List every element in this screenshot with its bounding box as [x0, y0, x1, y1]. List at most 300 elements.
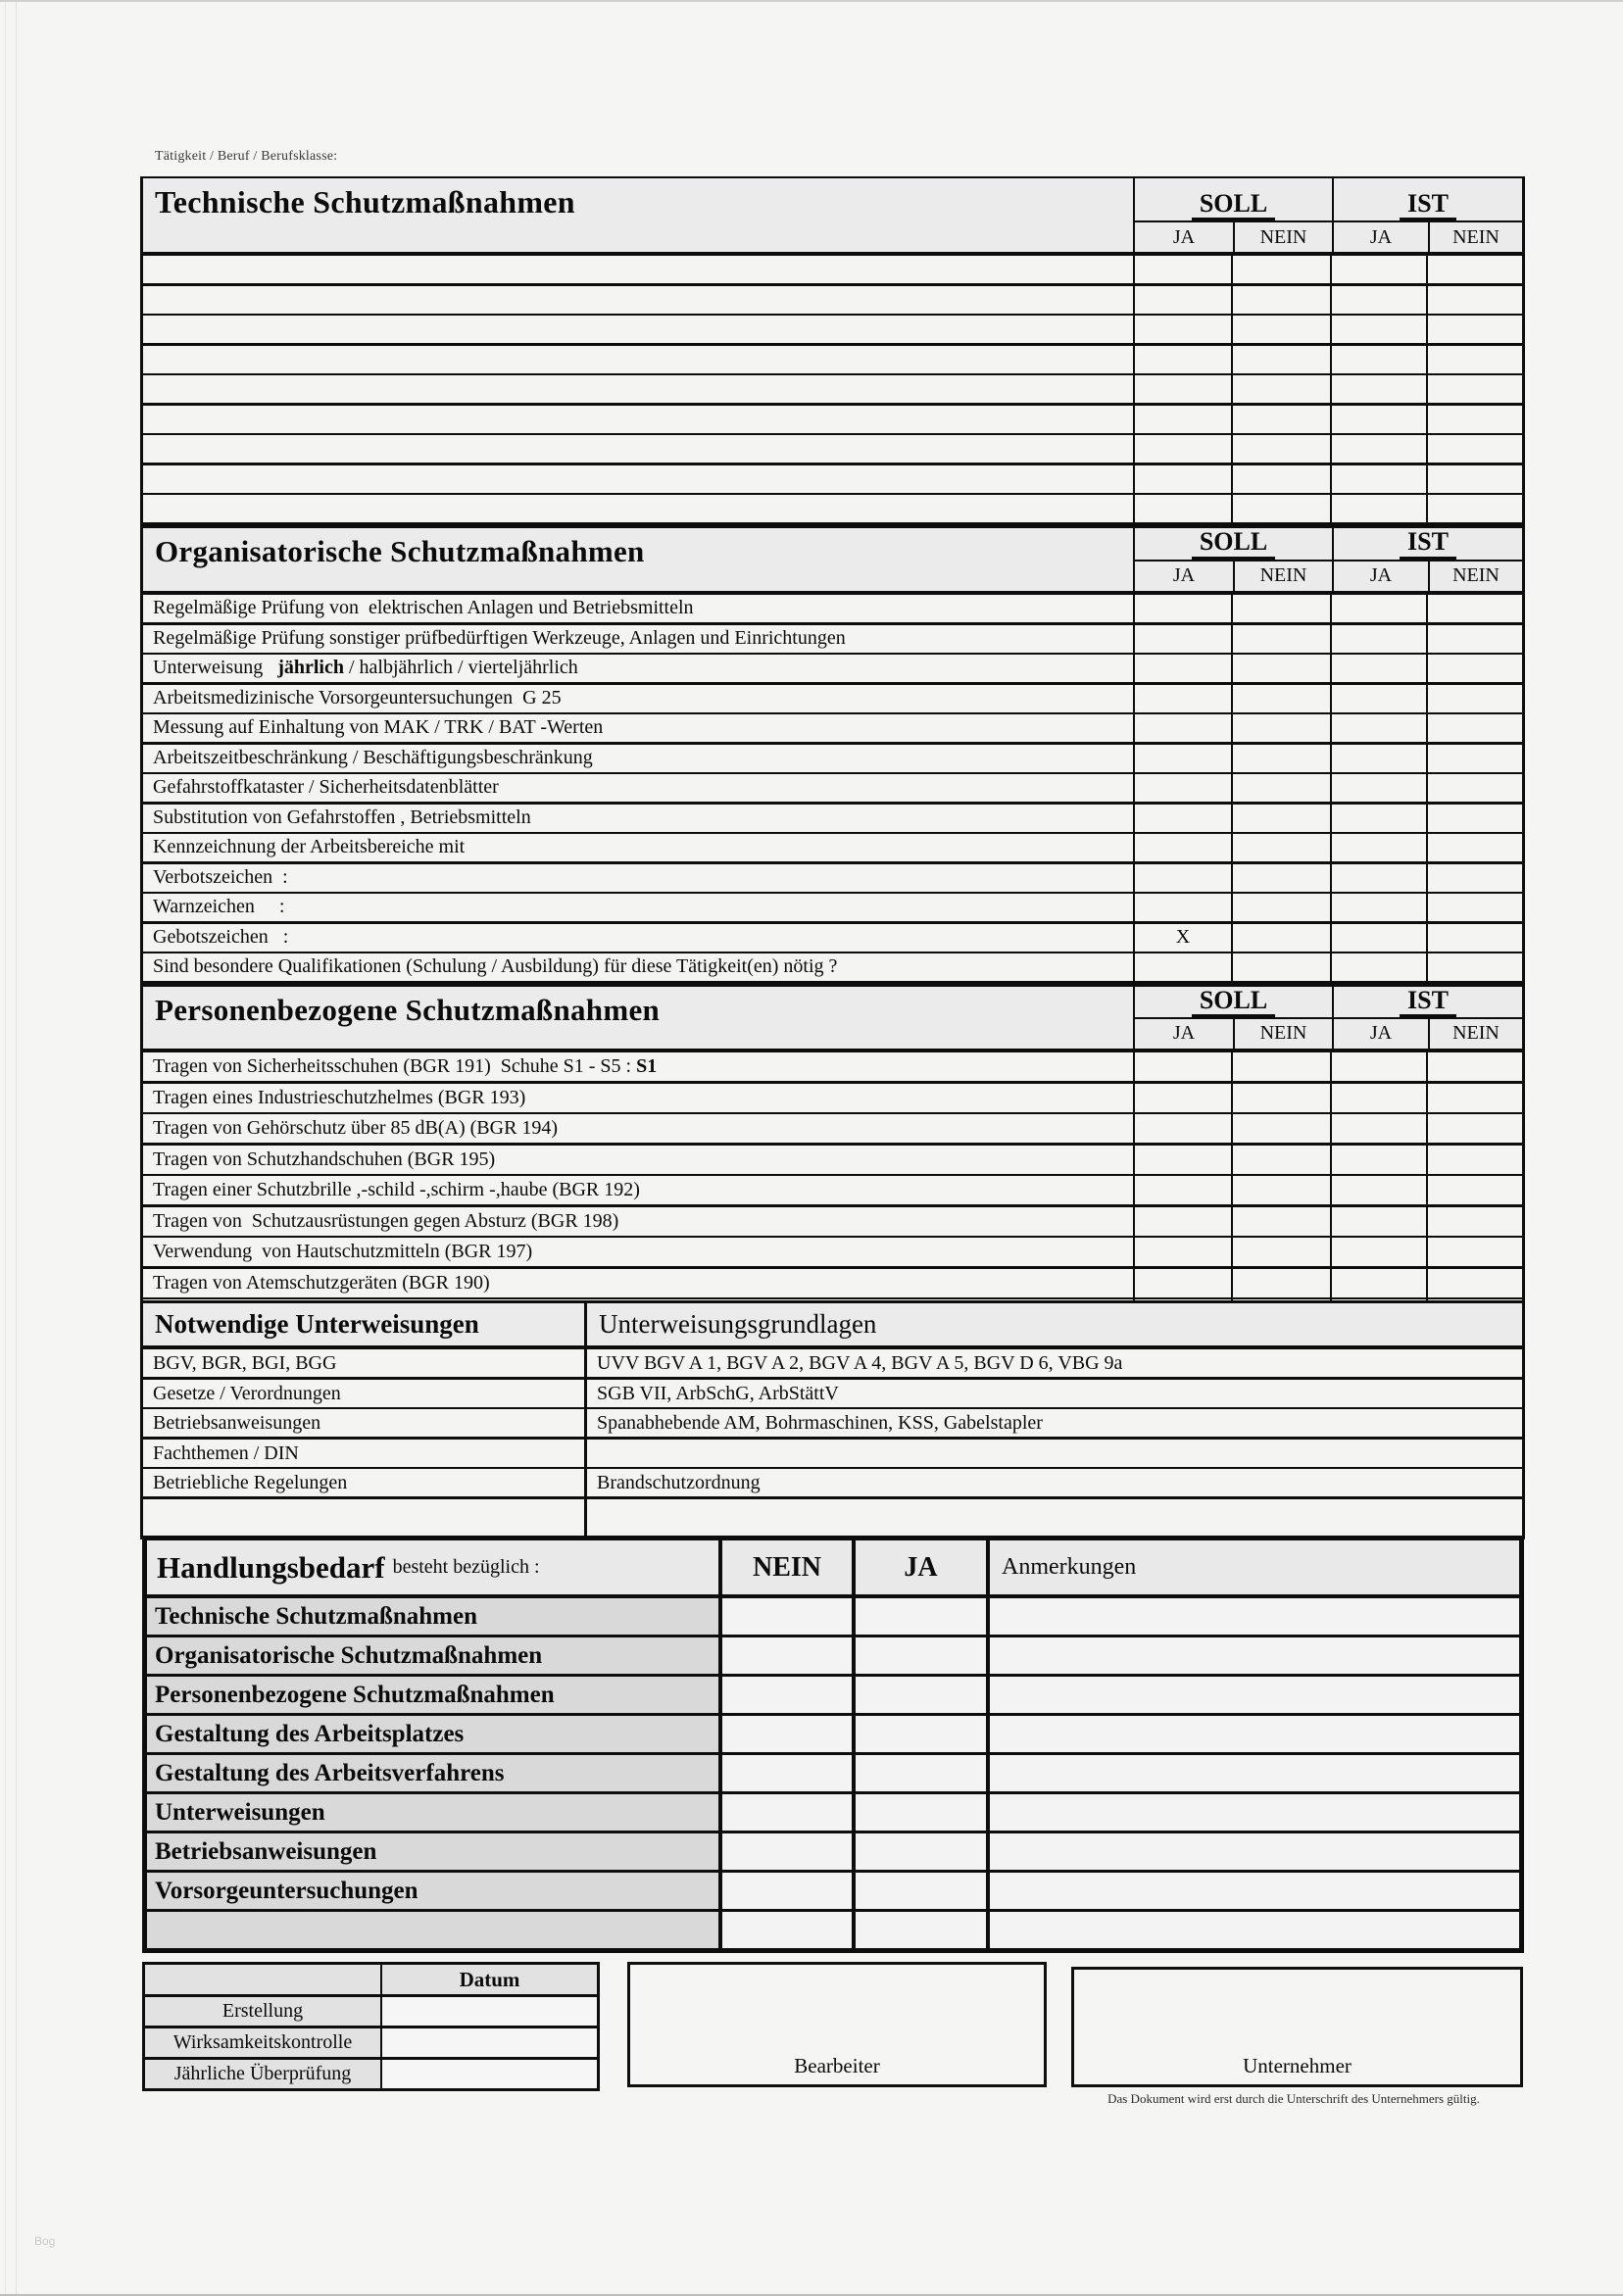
ist-ja-cell[interactable] [1330, 435, 1426, 463]
measure-label [143, 346, 1133, 373]
notwendige-unterweisungen-header: Notwendige Unterweisungen [155, 1309, 479, 1339]
nein-cell[interactable] [718, 1794, 852, 1831]
datum-rows [145, 1997, 597, 2088]
soll-nein-cell[interactable] [1231, 774, 1330, 802]
ist-nein-cell[interactable] [1426, 495, 1522, 522]
technische-header [143, 178, 1522, 256]
datum-value-cell[interactable] [380, 2060, 597, 2088]
measure-label: Regelmäßige Prüfung sonstiger prüfbedürftigen Werkzeuge, Anlagen und Einrichtungen [153, 627, 846, 650]
nein-cell[interactable] [718, 1755, 852, 1791]
ist-nein-label: NEIN [1428, 1019, 1522, 1049]
soll-label: SOLL [1192, 987, 1275, 1017]
ist-nein-cell[interactable] [1426, 834, 1522, 861]
ist-nein-cell[interactable] [1426, 1084, 1522, 1112]
anmerkung-cell[interactable] [986, 1637, 1519, 1674]
soll-nein-cell[interactable] [1231, 286, 1330, 314]
ist-header-cell [1332, 178, 1522, 220]
anmerkung-cell[interactable] [986, 1833, 1519, 1870]
measure-label: Tragen von Sicherheitsschuhen (BGR 191) Schuhe S1 - S5 : S1 [153, 1054, 658, 1077]
soll-nein-cell[interactable] [1231, 375, 1330, 403]
ist-nein-cell[interactable] [1426, 1269, 1522, 1297]
measure-label [143, 435, 1133, 463]
ist-header-cell [1332, 528, 1522, 559]
ja-cell[interactable] [852, 1873, 986, 1909]
measure-label: Verwendung von Hautschutzmitteln (BGR 197) [153, 1240, 533, 1262]
soll-ja-cell[interactable] [1133, 745, 1231, 772]
handlungsbedarf-row [147, 1635, 1519, 1674]
unternehmer-label: Unternehmer [1243, 2054, 1352, 2077]
soll-nein-cell[interactable] [1231, 1146, 1330, 1174]
ist-nein-cell[interactable] [1426, 316, 1522, 343]
datum-row-label: Jährliche Überprüfung [145, 2060, 380, 2088]
handlungsbedarf-header [147, 1540, 1519, 1598]
personenbezogene-rows [143, 1052, 1522, 1328]
soll-nein-cell[interactable] [1231, 655, 1330, 682]
soll-ja-cell[interactable] [1133, 435, 1231, 463]
personenbezogene-header [143, 987, 1522, 1052]
measure-label: Substitution von Gefahrstoffen , Betriebsmitteln [153, 806, 531, 829]
ja-cell[interactable] [852, 1794, 986, 1831]
handlungsbedarf-row-label: Betriebsanweisungen [147, 1833, 718, 1870]
ist-ja-cell[interactable] [1330, 953, 1426, 981]
soll-ja-cell[interactable] [1133, 1207, 1231, 1236]
soll-ja-cell[interactable] [1133, 805, 1231, 832]
anmerkung-cell[interactable] [986, 1912, 1519, 1948]
handlungsbedarf-table [142, 1536, 1524, 1953]
datum-row [145, 2057, 597, 2088]
organisatorische-header [143, 528, 1522, 594]
unterweisung-row [143, 1349, 1522, 1377]
soll-ja-cell[interactable] [1133, 1176, 1231, 1204]
ist-nein-cell[interactable] [1426, 595, 1522, 622]
ist-nein-cell[interactable] [1426, 774, 1522, 802]
nein-cell[interactable] [718, 1637, 852, 1674]
ist-ja-cell[interactable] [1330, 685, 1426, 712]
unterweisung-row [143, 1496, 1522, 1537]
measure-row [143, 832, 1522, 861]
soll-ja-cell[interactable] [1133, 346, 1231, 373]
measure-row [143, 682, 1522, 712]
handlungsbedarf-title-cell [147, 1540, 718, 1594]
soll-ja-cell[interactable] [1133, 834, 1231, 861]
measure-row [143, 622, 1522, 653]
ist-ja-cell[interactable] [1330, 346, 1426, 373]
unterweisung-topic: Betriebliche Regelungen [153, 1471, 348, 1493]
ist-nein-cell[interactable] [1426, 435, 1522, 463]
measure-row [143, 653, 1522, 682]
anmerkung-cell[interactable] [986, 1677, 1519, 1713]
soll-ja-label: JA [1172, 225, 1196, 248]
unterweisung-topic: Betriebsanweisungen [153, 1411, 321, 1434]
ja-nein-header-row [1135, 220, 1522, 252]
soll-label: SOLL [1192, 190, 1275, 220]
soll-nein-cell[interactable] [1231, 406, 1330, 433]
soll-nein-cell[interactable] [1231, 1052, 1330, 1081]
measure-row [143, 256, 1522, 283]
datum-value-cell[interactable] [380, 2028, 597, 2057]
ist-ja-cell[interactable] [1330, 1269, 1426, 1297]
measure-label: Kennzeichnung der Arbeitsbereiche mit [153, 836, 466, 858]
personenbezogene-title: Personenbezogene Schutzmaßnahmen [155, 992, 661, 1027]
handlungsbedarf-row [147, 1909, 1519, 1948]
handlungsbedarf-row-label: Gestaltung des Arbeitsverfahrens [147, 1755, 718, 1791]
measure-row [143, 861, 1522, 892]
measure-row [143, 463, 1522, 493]
ist-nein-label: NEIN [1428, 222, 1522, 252]
ist-ja-cell[interactable] [1330, 406, 1426, 433]
measure-row [143, 1081, 1522, 1112]
ist-nein-cell[interactable] [1426, 655, 1522, 682]
taetigkeit-field-label: Tätigkeit / Beruf / Berufsklasse: [155, 149, 338, 164]
measure-row [143, 712, 1522, 742]
technische-title: Technische Schutzmaßnahmen [155, 184, 575, 220]
ist-ja-cell[interactable] [1330, 1146, 1426, 1174]
handlungsbedarf-row-label: Vorsorgeuntersuchungen [147, 1873, 718, 1909]
unterweisung-row [143, 1437, 1522, 1467]
measure-row [143, 595, 1522, 622]
ist-nein-cell[interactable] [1426, 346, 1522, 373]
soll-nein-cell[interactable] [1231, 924, 1330, 952]
page-watermark: Bog [34, 2234, 56, 2248]
handlungsbedarf-row-label: Personenbezogene Schutzmaßnahmen [147, 1677, 718, 1713]
nein-cell[interactable] [718, 1912, 852, 1948]
soll-ja-cell[interactable] [1133, 286, 1231, 314]
handlungsbedarf-row [147, 1870, 1519, 1909]
unterweisung-basis[interactable]: UVV BGV A 1, BGV A 2, BGV A 4, BGV A 5, BGV D 6, VBG 9a [584, 1349, 1522, 1377]
soll-nein-cell[interactable] [1231, 953, 1330, 981]
soll-ja-cell[interactable] [1133, 406, 1231, 433]
measure-row [143, 892, 1522, 921]
ist-ja-cell[interactable] [1330, 595, 1426, 622]
soll-ja-cell[interactable] [1133, 864, 1231, 892]
ist-ja-cell[interactable] [1330, 375, 1426, 403]
ist-nein-cell[interactable] [1426, 286, 1522, 314]
measure-row [143, 1143, 1522, 1174]
soll-ja-cell[interactable] [1133, 1146, 1231, 1174]
soll-header-cell [1135, 987, 1332, 1017]
soll-ja-cell[interactable]: X [1133, 924, 1231, 952]
measure-row [143, 283, 1522, 314]
soll-ja-cell[interactable] [1133, 1084, 1231, 1112]
ist-ja-cell[interactable] [1330, 465, 1426, 493]
handlungsbedarf-row-label: Technische Schutzmaßnahmen [147, 1598, 718, 1635]
soll-nein-cell[interactable] [1231, 834, 1330, 861]
ist-ja-label: JA [1332, 562, 1428, 591]
soll-ja-cell[interactable] [1133, 625, 1231, 653]
personenbezogene-schutzmassnahmen-table [140, 983, 1525, 1331]
handlungsbedarf-row [147, 1598, 1519, 1635]
measure-label: Tragen eines Industrieschutzhelmes (BGR 193) [153, 1086, 526, 1108]
ist-ja-cell[interactable] [1330, 834, 1426, 861]
measure-row [143, 742, 1522, 772]
ist-nein-cell[interactable] [1426, 465, 1522, 493]
soll-ja-cell[interactable] [1133, 685, 1231, 712]
soll-ja-cell[interactable] [1133, 1052, 1231, 1081]
ist-nein-cell[interactable] [1426, 1207, 1522, 1236]
ist-nein-cell[interactable] [1426, 714, 1522, 742]
ist-nein-cell[interactable] [1426, 924, 1522, 952]
ist-nein-cell[interactable] [1426, 375, 1522, 403]
soll-nein-cell[interactable] [1231, 465, 1330, 493]
ist-ja-cell[interactable] [1330, 286, 1426, 314]
soll-ist-header [1133, 178, 1522, 252]
anmerkungen-column-header: Anmerkungen [986, 1540, 1519, 1594]
soll-nein-label: NEIN [1233, 1019, 1332, 1049]
ist-nein-cell[interactable] [1426, 745, 1522, 772]
soll-nein-cell[interactable] [1231, 1176, 1330, 1204]
soll-ja-cell[interactable] [1133, 595, 1231, 622]
nein-cell[interactable] [718, 1833, 852, 1870]
ist-nein-label: NEIN [1428, 562, 1522, 591]
measure-row [143, 921, 1522, 952]
soll-ist-header [1133, 987, 1522, 1049]
ja-nein-header-row [1135, 1017, 1522, 1049]
soll-nein-cell[interactable] [1231, 1269, 1330, 1297]
soll-nein-cell[interactable] [1231, 346, 1330, 373]
ist-label: IST [1400, 190, 1456, 220]
ist-nein-cell[interactable] [1426, 406, 1522, 433]
bearbeiter-label: Bearbeiter [794, 2054, 880, 2077]
ist-ja-cell[interactable] [1330, 1114, 1426, 1143]
ja-cell[interactable] [852, 1598, 986, 1635]
ist-nein-cell[interactable] [1426, 1146, 1522, 1174]
unterweisung-basis[interactable]: SGB VII, ArbSchG, ArbStättV [584, 1380, 1522, 1407]
datum-row [145, 1997, 597, 2026]
soll-nein-cell[interactable] [1231, 495, 1330, 522]
ist-nein-cell[interactable] [1426, 805, 1522, 832]
ist-label: IST [1400, 987, 1456, 1017]
soll-nein-cell[interactable] [1231, 595, 1330, 622]
ja-cell[interactable] [852, 1637, 986, 1674]
soll-ja-cell[interactable] [1133, 465, 1231, 493]
measure-row [143, 1266, 1522, 1297]
handlungsbedarf-row-label: Organisatorische Schutzmaßnahmen [147, 1637, 718, 1674]
datum-header-row [145, 1965, 597, 1997]
unterweisung-topic: Fachthemen / DIN [153, 1441, 299, 1464]
measure-label: Tragen von Schutzausrüstungen gegen Absturz (BGR 198) [153, 1209, 619, 1232]
soll-label: SOLL [1192, 528, 1275, 559]
ist-nein-cell[interactable] [1426, 894, 1522, 921]
measure-label [143, 286, 1133, 314]
measure-label: Warnzeichen : [153, 896, 285, 918]
ist-ja-cell[interactable] [1330, 655, 1426, 682]
bearbeiter-signature-box[interactable] [627, 1962, 1047, 2087]
anmerkung-cell[interactable] [986, 1873, 1519, 1909]
measure-label: Tragen einer Schutzbrille ,-schild -,schirm -,haube (BGR 192) [153, 1178, 640, 1200]
ist-nein-cell[interactable] [1426, 864, 1522, 892]
soll-ja-cell[interactable] [1133, 774, 1231, 802]
soll-header-cell [1135, 528, 1332, 559]
nein-cell[interactable] [718, 1677, 852, 1713]
handlungsbedarf-row [147, 1752, 1519, 1791]
soll-nein-cell[interactable] [1231, 864, 1330, 892]
handlungsbedarf-row [147, 1791, 1519, 1831]
soll-ja-cell[interactable] [1133, 894, 1231, 921]
measure-row [143, 403, 1522, 433]
handlungsbedarf-row-label: Unterweisungen [147, 1794, 718, 1831]
nein-cell[interactable] [718, 1598, 852, 1635]
ist-label: IST [1400, 528, 1456, 559]
measure-label [143, 465, 1133, 493]
soll-nein-cell[interactable] [1231, 1084, 1330, 1112]
unterweisung-basis[interactable]: Brandschutzordnung [584, 1469, 1522, 1496]
nein-cell[interactable] [718, 1873, 852, 1909]
soll-nein-cell[interactable] [1231, 745, 1330, 772]
ist-ja-cell[interactable] [1330, 714, 1426, 742]
ist-ja-cell[interactable] [1330, 774, 1426, 802]
soll-nein-cell[interactable] [1231, 1238, 1330, 1266]
organisatorische-title: Organisatorische Schutzmaßnahmen [155, 534, 645, 569]
ist-ja-label: JA [1332, 222, 1428, 252]
measure-label: Arbeitszeitbeschränkung / Beschäftigungsbeschränkung [153, 747, 593, 769]
unterweisung-topic [143, 1499, 584, 1537]
soll-nein-cell[interactable] [1231, 714, 1330, 742]
soll-nein-cell[interactable] [1231, 625, 1330, 653]
measure-row [143, 1236, 1522, 1266]
technische-schutzmassnahmen-table [140, 176, 1525, 525]
unterweisung-topic: Gesetze / Verordnungen [153, 1382, 341, 1404]
unterweisungen-header [143, 1303, 1522, 1349]
ja-column-header: JA [852, 1540, 986, 1594]
measure-label [143, 375, 1133, 403]
ja-cell[interactable] [852, 1677, 986, 1713]
anmerkung-cell[interactable] [986, 1716, 1519, 1752]
soll-header-cell [1135, 178, 1332, 220]
handlungsbedarf-row [147, 1831, 1519, 1870]
ist-ja-cell[interactable] [1330, 1207, 1426, 1236]
soll-nein-label: NEIN [1233, 222, 1332, 252]
nein-column-header: NEIN [718, 1540, 852, 1594]
soll-ja-cell[interactable] [1133, 1269, 1231, 1297]
datum-row [145, 2026, 597, 2057]
measure-label: Sind besondere Qualifikationen (Schulung / Ausbildung) für diese Tätigkeit(en) nötig ? [153, 955, 838, 978]
handlungsbedarf-subtitle: besteht bezüglich : [392, 1556, 540, 1578]
ist-nein-cell[interactable] [1426, 953, 1522, 981]
soll-ja-cell[interactable] [1133, 714, 1231, 742]
soll-nein-cell[interactable] [1231, 685, 1330, 712]
datum-header-label: Datum [380, 1965, 597, 1994]
ist-ja-cell[interactable] [1330, 864, 1426, 892]
datum-value-cell[interactable] [380, 1997, 597, 2026]
ist-ja-cell[interactable] [1330, 894, 1426, 921]
measure-label: Gebotszeichen : [153, 926, 289, 949]
ist-ja-cell[interactable] [1330, 1176, 1426, 1204]
ist-header-cell [1332, 987, 1522, 1017]
unterweisung-basis[interactable]: Spanabhebende AM, Bohrmaschinen, KSS, Gabelstapler [584, 1409, 1522, 1437]
measure-row [143, 952, 1522, 981]
ist-ja-cell[interactable] [1330, 745, 1426, 772]
soll-ja-cell[interactable] [1133, 375, 1231, 403]
ist-ja-cell[interactable] [1330, 1084, 1426, 1112]
soll-nein-label: NEIN [1233, 562, 1332, 591]
soll-nein-cell[interactable] [1231, 256, 1330, 283]
technische-rows [143, 256, 1522, 522]
measure-label [143, 316, 1133, 343]
ist-nein-cell[interactable] [1426, 256, 1522, 283]
unternehmer-signature-box[interactable] [1071, 1967, 1523, 2087]
unterweisung-topic: BGV, BGR, BGI, BGG [153, 1351, 337, 1374]
measure-label: Tragen von Schutzhandschuhen (BGR 195) [153, 1148, 496, 1170]
anmerkung-cell[interactable] [986, 1598, 1519, 1635]
measure-label: Regelmäßige Prüfung von elektrischen Anlagen und Betriebsmitteln [153, 597, 694, 619]
unterweisungen-table [140, 1300, 1525, 1539]
datum-row-label: Wirksamkeitskontrolle [145, 2028, 380, 2057]
measure-label: Messung auf Einhaltung von MAK / TRK / BAT -Werten [153, 716, 604, 739]
measure-label: Gefahrstoffkataster / Sicherheitsdatenblätter [153, 776, 499, 799]
ist-ja-cell[interactable] [1330, 495, 1426, 522]
ist-nein-cell[interactable] [1426, 1238, 1522, 1266]
signature-validity-note: Das Dokument wird erst durch die Unterschrift des Unternehmers gültig. [1107, 2091, 1480, 2106]
ja-cell[interactable] [852, 1716, 986, 1752]
soll-nein-cell[interactable] [1231, 1207, 1330, 1236]
soll-nein-cell[interactable] [1231, 805, 1330, 832]
ist-ja-cell[interactable] [1330, 625, 1426, 653]
nein-cell[interactable] [718, 1716, 852, 1752]
datum-header-empty-cell [145, 1965, 380, 1994]
unterweisung-basis[interactable] [584, 1440, 1522, 1467]
unterweisungen-rows [143, 1349, 1522, 1537]
ist-nein-cell[interactable] [1426, 1176, 1522, 1204]
anmerkung-cell[interactable] [986, 1755, 1519, 1791]
measure-label [143, 495, 1133, 522]
soll-ja-cell[interactable] [1133, 316, 1231, 343]
ja-cell[interactable] [852, 1833, 986, 1870]
organisatorische-schutzmassnahmen-table [140, 524, 1525, 983]
soll-nein-cell[interactable] [1231, 894, 1330, 921]
measure-label: Tragen von Gehörschutz über 85 dB(A) (BGR 194) [153, 1116, 559, 1139]
soll-ja-cell[interactable] [1133, 1238, 1231, 1266]
ist-ja-cell[interactable] [1330, 1052, 1426, 1081]
unterweisung-row [143, 1377, 1522, 1407]
measure-row [143, 802, 1522, 832]
unterweisung-row [143, 1467, 1522, 1496]
ist-nein-cell[interactable] [1426, 1114, 1522, 1143]
unterweisung-basis[interactable] [584, 1499, 1522, 1537]
measure-label [143, 406, 1133, 433]
soll-ja-cell[interactable] [1133, 953, 1231, 981]
soll-ja-cell[interactable] [1133, 655, 1231, 682]
handlungsbedarf-row [147, 1713, 1519, 1752]
ist-nein-cell[interactable] [1426, 1052, 1522, 1081]
protective-measures-tables [140, 176, 1525, 1331]
soll-nein-cell[interactable] [1231, 316, 1330, 343]
measure-row [143, 343, 1522, 373]
ist-ja-cell[interactable] [1330, 805, 1426, 832]
handlungsbedarf-row [147, 1674, 1519, 1713]
ist-ja-cell[interactable] [1330, 316, 1426, 343]
measure-label: Tragen von Atemschutzgeräten (BGR 190) [153, 1271, 490, 1294]
measure-row [143, 1174, 1522, 1204]
anmerkung-cell[interactable] [986, 1794, 1519, 1831]
measure-label: Verbotszeichen : [153, 866, 288, 889]
ist-ja-cell[interactable] [1330, 1238, 1426, 1266]
measure-row [143, 772, 1522, 802]
ja-nein-header-row [1135, 560, 1522, 591]
soll-nein-cell[interactable] [1231, 1114, 1330, 1143]
soll-ja-cell[interactable] [1133, 495, 1231, 522]
ja-cell[interactable] [852, 1755, 986, 1791]
ist-ja-cell[interactable] [1330, 924, 1426, 952]
ist-nein-cell[interactable] [1426, 685, 1522, 712]
soll-ja-cell[interactable] [1133, 256, 1231, 283]
ist-ja-cell[interactable] [1330, 256, 1426, 283]
measure-row [143, 373, 1522, 403]
handlungsbedarf-title: Handlungsbedarf [157, 1549, 385, 1585]
soll-nein-cell[interactable] [1231, 435, 1330, 463]
ist-nein-cell[interactable] [1426, 625, 1522, 653]
soll-ja-cell[interactable] [1133, 1114, 1231, 1143]
ja-cell[interactable] [852, 1912, 986, 1948]
